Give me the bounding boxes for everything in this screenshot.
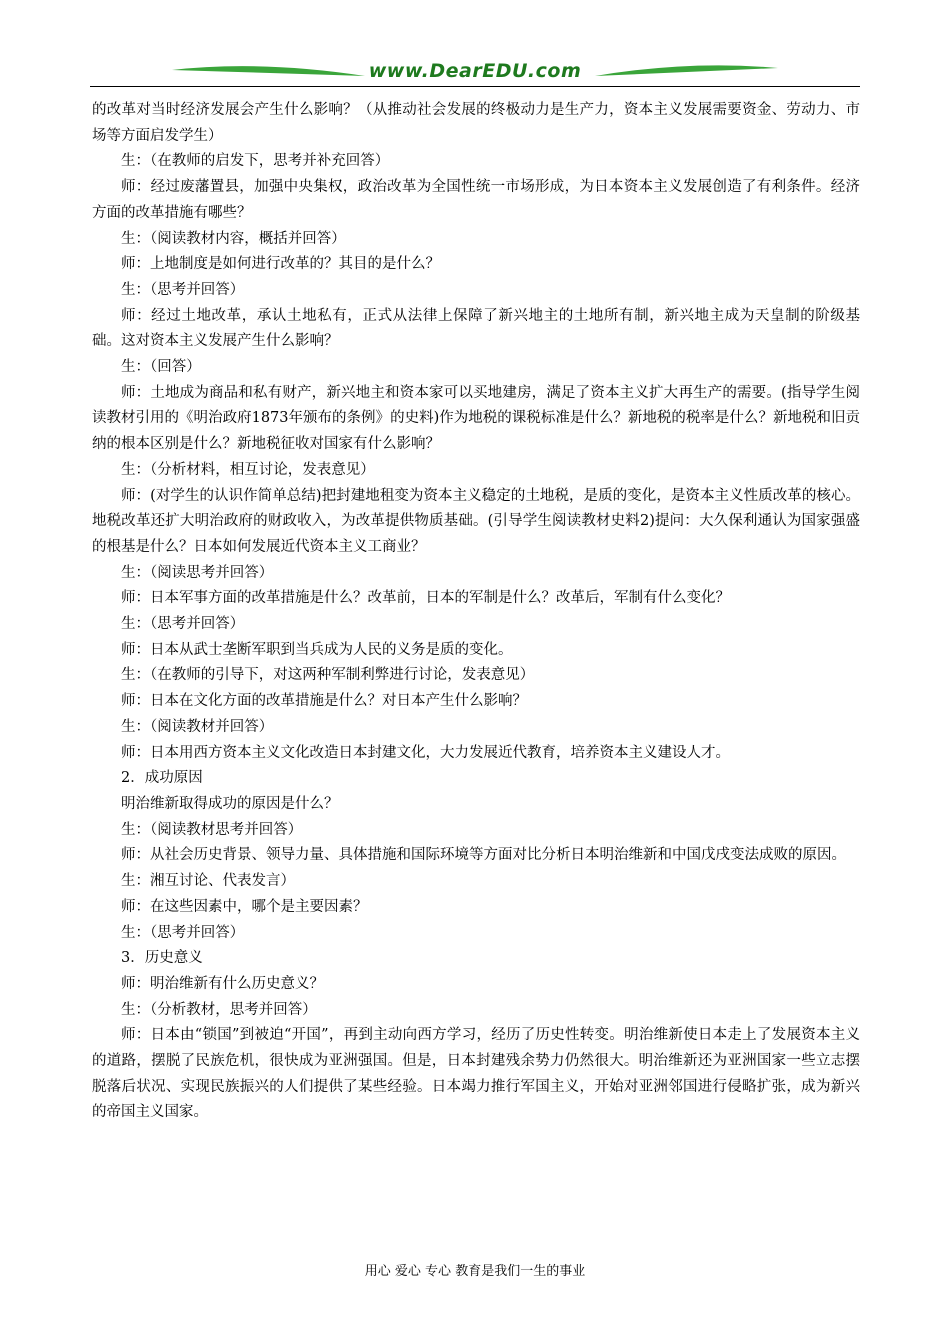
paragraph: 生：（阅读教材内容，概括并回答） <box>121 230 346 247</box>
paragraph: 生：（阅读教材思考并回答） <box>121 821 303 838</box>
paragraph: 的改革对当时经济发展会产生什么影响？（从推动社会发展的终极动力是生产力，资本主义发展需要资金、劳动力、市场等方面启发学生） <box>92 102 860 144</box>
paragraph: 生：（分析材料，相互讨论，发表意见） <box>121 461 375 478</box>
paragraph: 生：（阅读思考并回答） <box>121 564 274 581</box>
page-header <box>90 56 860 90</box>
header-rule <box>90 86 860 87</box>
paragraph: 生：（思考并回答） <box>121 924 245 941</box>
page-footer: 用心 爱心 专心 教育是我们一生的事业 <box>364 1264 586 1279</box>
paragraph: 生：（分析教材，思考并回答） <box>121 1001 317 1018</box>
paragraph: 师：明治维新有什么历史意义？ <box>121 975 324 992</box>
paragraph: 师：日本用西方资本主义文化改造日本封建文化，大力发展近代教育，培养资本主义建设人才。 <box>121 744 730 761</box>
paragraph: 师：日本军事方面的改革措施是什么？改革前，日本的军制是什么？改革后，军制有什么变化？ <box>121 590 730 607</box>
paragraph: 3．历史意义 <box>121 950 203 967</box>
paragraph: 师：土地成为商品和私有财产，新兴地主和资本家可以买地建房，满足了资本主义扩大再生产的需要。(指导学生阅读教材引用的《明治政府1873年颁布的条例》的史料)作为地税的课税标准是什么？新地税的税率是什么？新地税和旧贡纳的根本区别是什么？新地税征收对国家有什么影响？ <box>92 384 860 453</box>
paragraph: 生：（回答） <box>121 359 201 376</box>
site-brand: www.DearEDU.com <box>368 60 582 82</box>
paragraph: 明治维新取得成功的原因是什么？ <box>121 795 339 812</box>
document-body <box>92 98 860 1126</box>
paragraph: 师：日本从武士垄断军职到当兵成为人民的义务是质的变化。 <box>121 641 513 658</box>
paragraph: 生：（阅读教材并回答） <box>121 718 274 735</box>
paragraph: 师：上地制度是如何进行改革的？其目的是什么？ <box>121 256 440 273</box>
paragraph: 生：（在教师的引导下，对这两种军制利弊进行讨论，发表意见） <box>121 667 535 684</box>
paragraph: 生：湘互讨论、代表发言） <box>121 873 295 890</box>
paragraph: 师：日本由“锁国”到被迫“开国”，再到主动向西方学习，经历了历史性转变。明治维新使日本走上了发展资本主义的道路，摆脱了民族危机，很快成为亚洲强国。但是，日本封建残余势力仍然很大。明治维新还为亚洲国家一些立志摆脱落后状况、实现民族振兴的人们提供了某些经验。日本竭力推行军国主义，开始对亚洲邻国进行侵略扩张，成为新兴的帝国主义国家。 <box>92 1027 860 1121</box>
paragraph: 师：日本在文化方面的改革措施是什么？对日本产生什么影响？ <box>121 693 527 710</box>
paragraph: 师：(对学生的认识作简单总结)把封建地租变为资本主义稳定的土地税，是质的变化，是资本主义性质改革的核心。地税改革还扩大明治政府的财政收入，为改革提供物质基础。(引导学生阅读教材史料2)提问：大久保利通认为国家强盛的根基是什么？日本如何发展近代资本主义工商业？ <box>92 487 860 555</box>
paragraph: 师：经过废藩置县，加强中央集权，政治改革为全国性统一市场形成，为日本资本主义发展创造了有利条件。经济方面的改革措施有哪些？ <box>92 179 860 221</box>
paragraph: 2．成功原因 <box>121 770 203 787</box>
paragraph: 师：在这些因素中，哪个是主要因素？ <box>121 898 368 915</box>
paragraph: 生：（思考并回答） <box>121 616 245 633</box>
paragraph: 生：（在教师的启发下，思考并补充回答） <box>121 153 390 170</box>
paragraph: 师：从社会历史背景、领导力量、具体措施和国际环境等方面对比分析日本明治维新和中国戊戌变法成败的原因。 <box>121 847 846 864</box>
paragraph: 师：经过土地改革，承认土地私有，正式从法律上保障了新兴地主的土地所有制，新兴地主成为天皇制的阶级基础。这对资本主义发展产生什么影响？ <box>92 307 860 350</box>
paragraph: 生：（思考并回答） <box>121 281 245 298</box>
